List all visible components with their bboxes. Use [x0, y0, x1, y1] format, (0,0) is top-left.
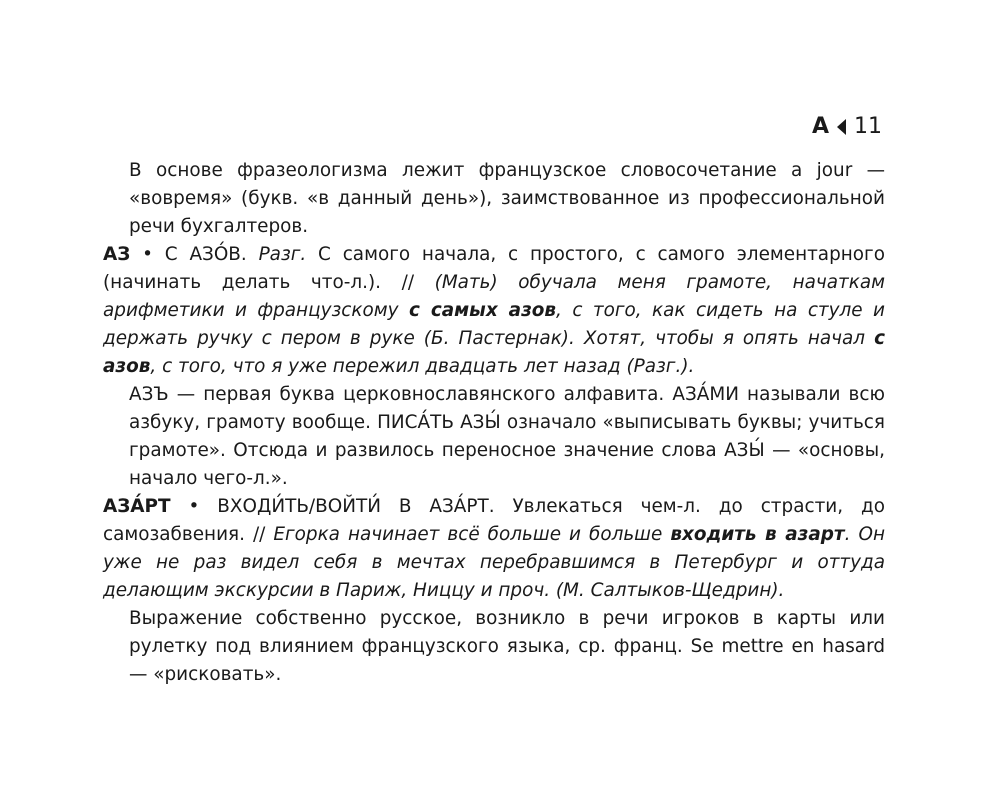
headword: АЗА́РТ	[103, 496, 171, 517]
page-number: 11	[854, 114, 882, 139]
example-text: Егорка начинает всё больше и больше	[273, 524, 663, 545]
dictionary-text	[103, 157, 885, 689]
section-letter: А	[811, 114, 829, 139]
example-text: , с того, как сидеть на стуле и держать ручку с пером в руке (Б. Пастернак). Хотят, чтобы я опять начал	[103, 300, 885, 349]
example-highlight: с азов	[103, 328, 885, 377]
page-header	[812, 113, 882, 141]
example-text: (Мать) обучала меня грамоте, начаткам арифметики и французскому	[103, 272, 885, 321]
left-triangle-icon	[837, 119, 846, 135]
example-highlight: с самых азов	[408, 300, 557, 321]
etymology-note: АЗЪ — первая буква церковнославянского алфавита. АЗА́МИ называли всю азбуку, грамоту вообще. ПИСА́ТЬ АЗЫ́ означало «выписывать буквы; учиться грамоте». Отсюда и развилось переносное значение слова АЗЫ́ — «основы, начало чего-л.».	[129, 384, 885, 489]
phrase: С АЗО́В.	[164, 244, 247, 265]
entry-azart	[103, 493, 885, 605]
example-text: , с того, что я уже пережил двадцать лет назад (Разг.).	[150, 356, 695, 377]
definition: С самого начала, с простого, с самого элементарного (начинать делать что-л.). //	[103, 244, 885, 293]
entry-az	[103, 241, 885, 381]
headword: АЗ	[103, 244, 131, 265]
phrase: ВХОДИ́ТЬ/ВОЙТИ́ В АЗА́РТ.	[217, 496, 495, 517]
example-text: . Он уже не раз видел себя в мечтах перебравшимся в Петербург и оттуда делающим экскурсии в Париж, Ниццу и проч. (М. Салтыков-Щедрин).	[103, 524, 885, 601]
style-label: Разг.	[258, 244, 307, 265]
definition: Увлекаться чем-л. до страсти, до самозабвения. //	[103, 496, 885, 545]
etymology-note: Выражение собственно русское, возникло в речи игроков в карты или рулетку под влиянием французского языка, ср. франц. Se mettre en hasard — «рисковать».	[129, 608, 885, 685]
bullet: •	[188, 496, 200, 517]
example-highlight: входить в азарт	[670, 524, 845, 545]
intro-paragraph: В основе фразеологизма лежит французское словосочетание a jour — «вовремя» (букв. «в данный день»), заимствованное из профессиональной речи бухгалтеров.	[129, 160, 885, 237]
bullet: •	[142, 244, 153, 265]
